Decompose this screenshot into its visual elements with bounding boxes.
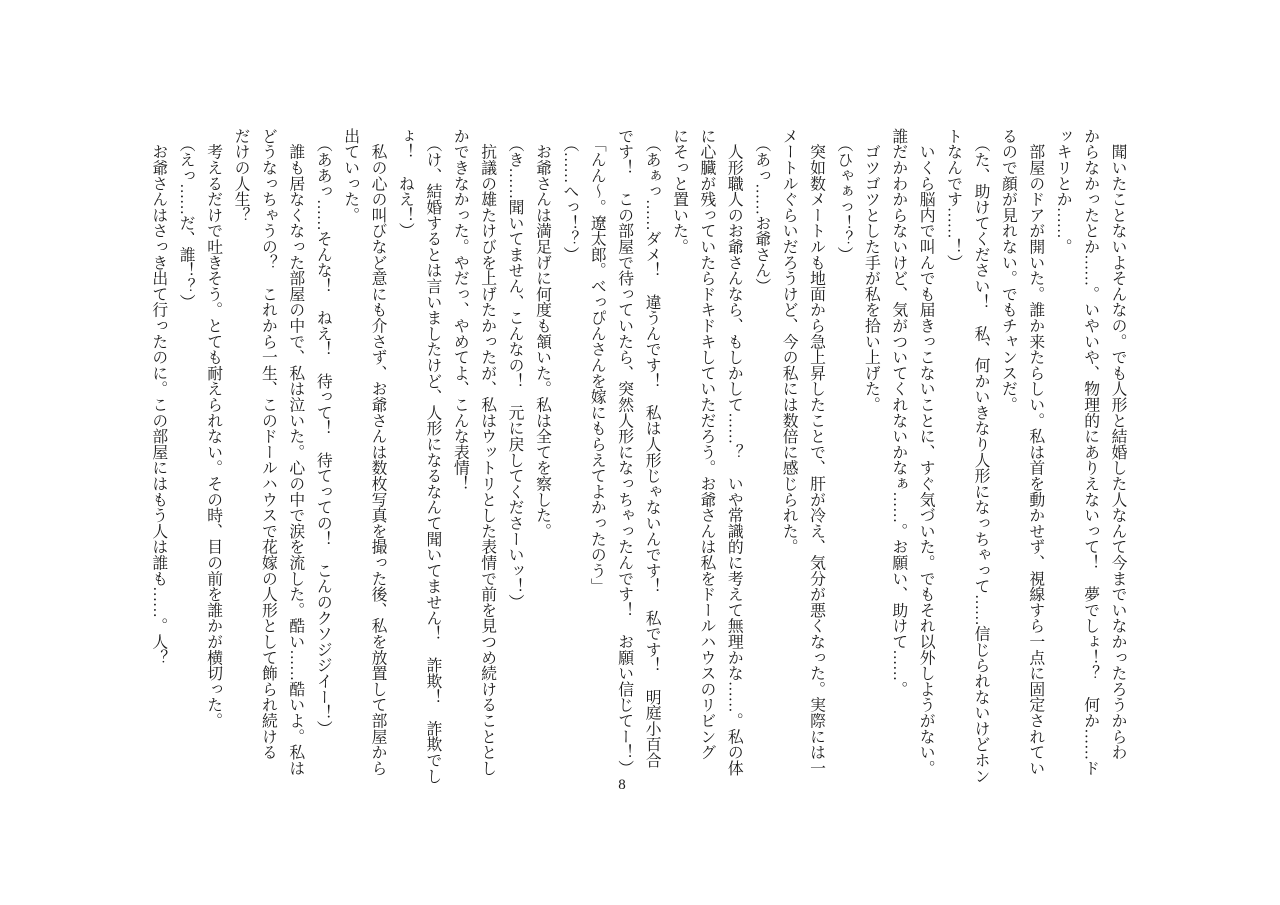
text-line: からなかったとか……。いやいや、物理的にありえないって！ 夢でしょ！？ 何か……ド: [1081, 128, 1099, 776]
text-line: 考えるだけで吐きそう。とても耐えられない。その時、目の前を誰かが横切った。: [204, 128, 222, 729]
vertical-text-block: [144, 128, 1131, 784]
text-line: 抗議の雄たけびを上げたかったが、私はウットリとした表情で前を見つめ続けることとし: [478, 128, 496, 776]
text-line: いくら脳内で叫んでも届きっこないことに、すぐ気づいた。でもそれ以外しようがない。: [917, 128, 935, 776]
text-line: 突如数メートルも地面から急上昇したことで、肝が冷え、気分が悪くなった。実際には一: [807, 128, 825, 776]
text-line: 誰も居なくなった部屋の中で、私は泣いた。心の中で涙を流した。酷い……酷いよ。私は: [286, 128, 304, 776]
text-line: メートルぐらいだろうけど、今の私には数倍に感じられた。: [780, 128, 798, 555]
text-line: 聞いたことないよそんなの。でも人形と結婚した人なんて今までいなかったろうからわ: [1109, 128, 1126, 760]
text-line: トなんです……！）: [944, 128, 962, 271]
text-line: ゴツゴツとした手が私を拾い上げた。: [862, 128, 880, 413]
text-line: ッキリとか……。: [1054, 128, 1072, 255]
text-line: （……へっ！？）: [560, 128, 578, 263]
text-line: だけの人生？: [232, 128, 249, 223]
text-line: かできなかった。やだっ、やめてよ、こんな表情！: [451, 128, 469, 492]
text-line: ょ！ ねえ！）: [396, 128, 414, 239]
text-line: （ひゃぁっ！？）: [834, 128, 852, 263]
text-line: どうなっちゃうの？ これから一生、このドールハウスで花嫁の人形として飾られ続ける: [259, 128, 277, 760]
text-line: です！ この部屋で待っていたら、突然人形になっちゃったんです！ お願い信じてー！）: [615, 128, 633, 776]
text-line: お爺さんは満足げに何度も頷いた。私は全てを察した。: [533, 128, 551, 539]
text-line: にそっと置いた。: [670, 128, 688, 255]
text-line: （あっ……お爺さん）: [752, 128, 770, 294]
text-line: 出ていった。: [341, 128, 359, 223]
text-line: 「んん〜。遼太郎。べっぴんさんを嫁にもらえてよかったのう」: [588, 128, 606, 595]
text-line: 人形職人のお爺さんなら、もしかして……？ いや常識的に考えて無理かな……。私の体: [725, 128, 743, 776]
text-line: （あぁっ……ダメ！ 違うんです！ 私は人形じゃないんです！ 私です！ 明庭小百合: [643, 128, 661, 768]
text-line: 誰だかわからないけど、気がついてくれないかなぁ……。お願い、助けて……。: [889, 128, 907, 697]
text-line: （た、助けてください！ 私、何かいきなり人形になっちゃって……信じられないけどホン: [971, 128, 989, 784]
page-number: 8: [618, 777, 626, 793]
text-line: （えっ……だ、誰！？）: [177, 128, 195, 310]
text-line: るので顔が見れない。でもチャンスだ。: [999, 128, 1017, 413]
text-line: （ああっ……そんな！ ねえ！ 待って！ 待てっての！ こんのクソジジイー！）: [314, 128, 332, 737]
text-line: （け、結婚するとは言いましたけど、人形になるなんて聞いてません！ 詐欺！ 詐欺でし: [423, 128, 441, 784]
text-line: 私の心の叫びなど意にも介さず、お爺さんは数枚写真を撮った後、私を放置して部屋から: [369, 128, 387, 776]
text-line: に心臓が残っていたらドキドキしていただろう。お爺さんは私をドールハウスのリビング: [697, 128, 715, 760]
text-line: お爺さんはさっき出て行ったのに。この部屋にはもう人は誰も……。人？: [149, 128, 167, 666]
text-line: 部屋のドアが開いた。誰か来たらしい。私は首を動かせず、視線すら一点に固定されてい: [1026, 128, 1044, 776]
text-line: （き……聞いてません、こんなの！ 元に戻してくださーいッ！）: [506, 128, 524, 610]
